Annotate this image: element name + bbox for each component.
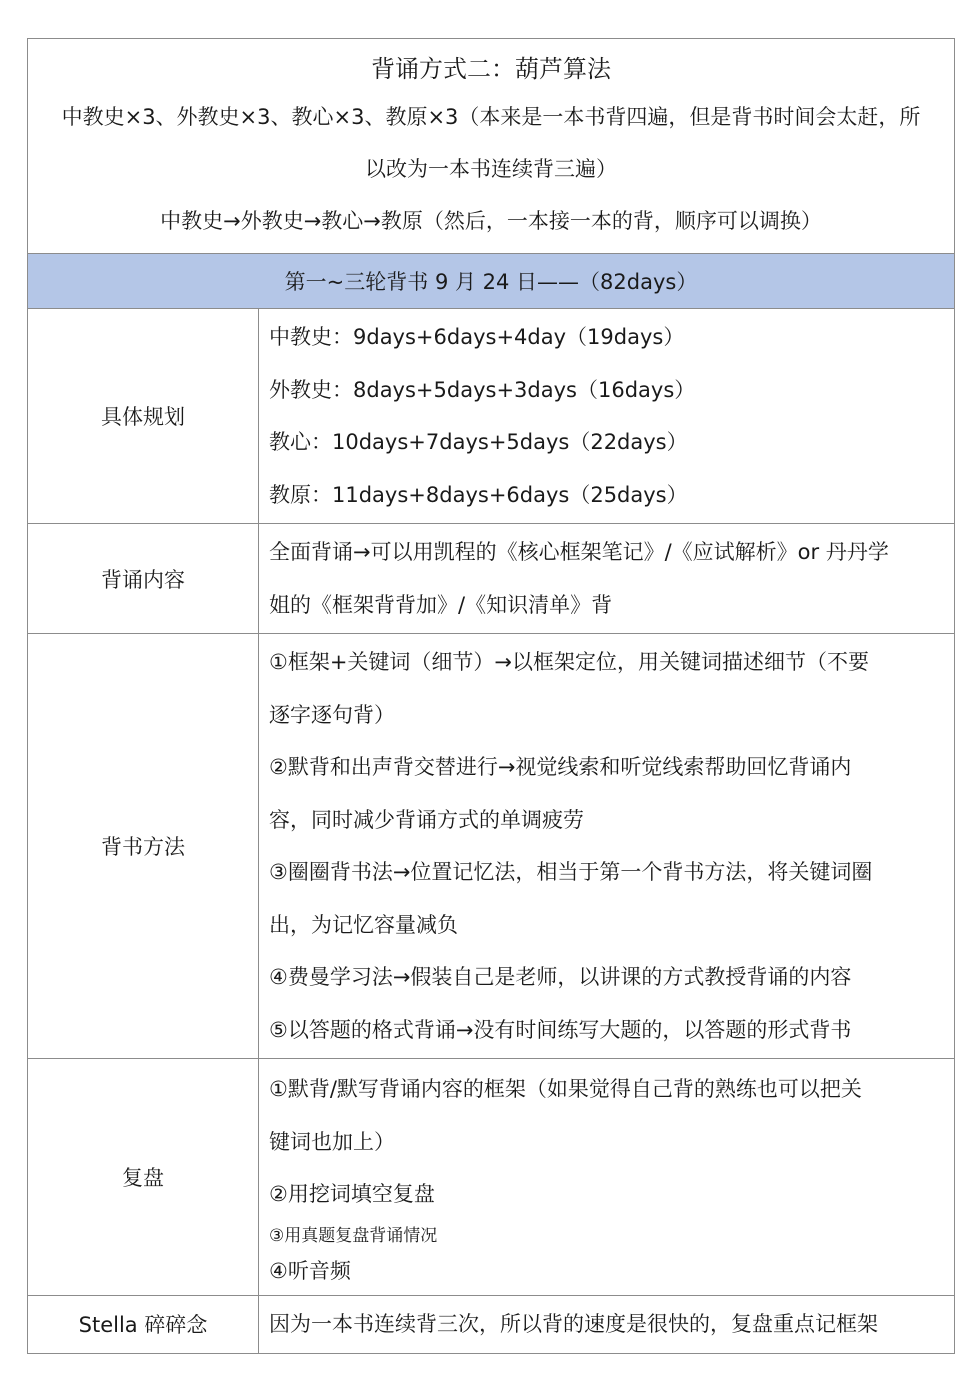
method-line: ④费曼学习法→假装自己是老师，以讲课的方式教授背诵的内容 [269,965,852,989]
method-row [28,634,955,1059]
method-line: ①框架+关键词（细节）→以框架定位，用关键词描述细节（不要 [269,650,870,674]
plan-line-jiaoyuan: 教原：11days+8days+6days（25days） [269,482,688,507]
plan-title: 背诵方式二：葫芦算法 [371,55,611,83]
review-line: 键词也加上） [269,1129,395,1154]
plan-row [28,309,955,524]
review-line: ③用真题复盘背诵情况 [269,1225,438,1246]
method-line: ⑤以答题的格式背诵→没有时间练写大题的，以答题的形式背书 [269,1017,852,1042]
method-line: ②默背和出声背交替进行→视觉线索和听觉线索帮助回忆背诵内 [269,755,852,779]
study-plan-table [27,38,955,1354]
content-line: 全面背诵→可以用凯程的《核心框架笔记》/《应试解析》or 丹丹学 [269,540,889,564]
content-line: 姐的《框架背背加》/《知识清单》背 [269,592,613,617]
plan-content [259,309,955,524]
plan-line-jiaoxin: 教心：10days+7days+5days（22days） [269,430,688,454]
method-label: 背书方法 [28,634,259,1059]
content-label: 背诵内容 [28,524,259,634]
header-row [28,39,955,254]
plan-summary-line-1: 中教史×3、外教史×3、教心×3、教原×3（本来是一本书背四遍，但是背书时间会太赶，所 [61,105,921,129]
method-line: ③圈圈背书法→位置记忆法，相当于第一个背书方法，将关键词圈 [269,860,873,884]
method-line: 逐字逐句背） [269,702,395,727]
review-label: 复盘 [28,1059,259,1296]
round-heading: 第一~三轮背书 9 月 24 日——（82days） [28,254,955,309]
content-row [28,524,955,634]
content-content [259,524,955,634]
plan-line-waijiaoshi: 外教史：8days+5days+3days（16days） [269,377,696,402]
method-content [259,634,955,1059]
plan-label: 具体规划 [28,309,259,524]
plan-summary-line-2: 以改为一本书连续背三遍） [365,157,617,181]
stella-line: 因为一本书连续背三次，所以背的速度是很快的，复盘重点记框架 [269,1312,878,1336]
review-content [259,1059,955,1296]
review-row [28,1059,955,1296]
stella-content [259,1296,955,1354]
plan-line-zhongjiaoshi: 中教史：9days+6days+4day（19days） [269,325,685,349]
review-line: ②用挖词填空复盘 [269,1182,435,1207]
plan-order-line: 中教史→外教史→教心→教原（然后，一本接一本的背，顺序可以调换） [160,209,822,233]
method-line: 出，为记忆容量减负 [269,912,458,937]
header-cell [28,39,955,254]
round-row [28,254,955,309]
method-line: 容，同时减少背诵方式的单调疲劳 [269,807,584,832]
stella-label: Stella 碎碎念 [28,1296,259,1354]
review-line: ①默背/默写背诵内容的框架（如果觉得自己背的熟练也可以把关 [269,1077,862,1102]
stella-row [28,1296,955,1354]
review-line: ④听音频 [269,1258,351,1283]
